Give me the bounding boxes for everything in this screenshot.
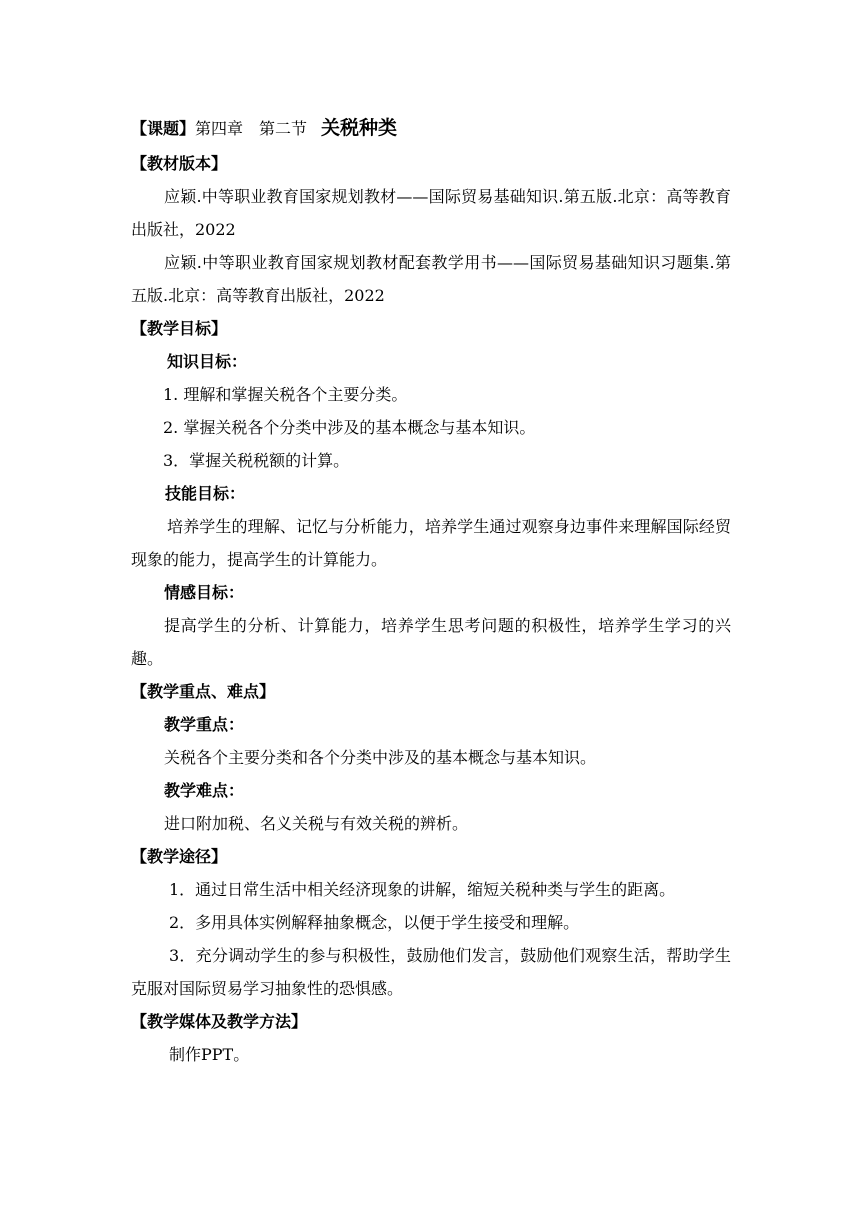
approach-item-1: 1．通过日常生活中相关经济现象的讲解，缩短关税种类与学生的距离。	[169, 880, 676, 899]
approach-heading: 【教学途径】	[131, 847, 228, 866]
approach-item-3: 3．充分调动学生的参与积极性，鼓励他们发言，鼓励他们观察生活，帮助学生克服对国际贸易学习抽象性的恐惧感。	[131, 946, 731, 998]
title-chapter: 第四章 第二节	[195, 119, 308, 138]
objectives-heading: 【教学目标】	[131, 319, 228, 338]
emotion-text: 提高学生的分析、计算能力，培养学生思考问题的积极性，培养学生学习的兴趣。	[131, 616, 731, 668]
focus-label: 教学重点：	[164, 715, 245, 734]
approach-item-2: 2．多用具体实例解释抽象概念，以便于学生接受和理解。	[169, 913, 580, 932]
textbook-ref-2: 应颖.中等职业教育国家规划教材配套教学用书——国际贸易基础知识习题集.第五版.北京：高等教育出版社，2022	[131, 253, 731, 305]
knowledge-item-3: 3．掌握关税税额的计算。	[163, 451, 350, 470]
emotion-label: 情感目标：	[164, 583, 245, 602]
textbook-heading: 【教材版本】	[131, 154, 228, 173]
textbook-ref-1: 应颖.中等职业教育国家规划教材——国际贸易基础知识.第五版.北京：高等教育出版社，2022	[131, 187, 731, 239]
difficulty-label: 教学难点：	[164, 781, 245, 800]
difficulty-text: 进口附加税、名义关税与有效关税的辨析。	[164, 814, 469, 833]
title-topic: 关税种类	[321, 117, 398, 139]
focus-text: 关税各个主要分类和各个分类中涉及的基本概念与基本知识。	[164, 748, 597, 767]
lesson-plan-page	[131, 110, 731, 1071]
knowledge-item-2: 2. 掌握关税各个分类中涉及的基本概念与基本知识。	[163, 418, 536, 437]
knowledge-item-1: 1. 理解和掌握关税各个主要分类。	[163, 385, 408, 404]
media-text: 制作PPT。	[169, 1045, 250, 1064]
knowledge-label: 知识目标：	[167, 352, 248, 371]
skill-label: 技能目标：	[165, 484, 246, 503]
media-heading: 【教学媒体及教学方法】	[131, 1012, 308, 1031]
skill-text: 培养学生的理解、记忆与分析能力，培养学生通过观察身边事件来理解国际经贸现象的能力，提高学生的计算能力。	[131, 517, 731, 569]
title-lead: 【课题】	[131, 119, 196, 138]
key-points-heading: 【教学重点、难点】	[131, 682, 276, 701]
lesson-title	[131, 110, 731, 147]
